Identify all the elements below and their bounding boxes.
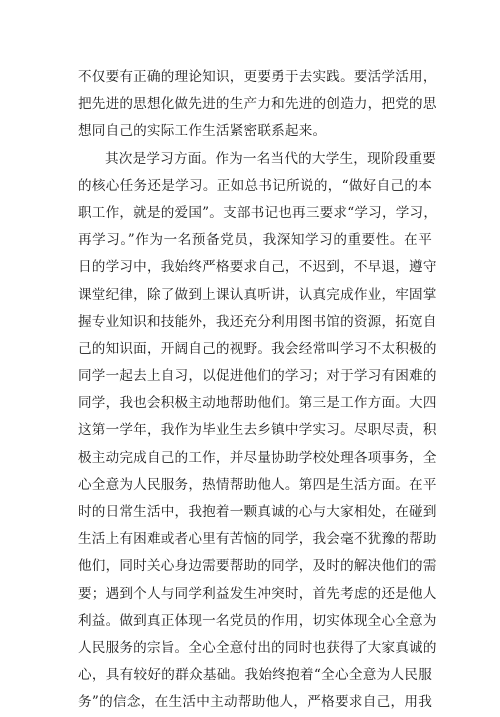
document-line: 心全意为人民服务，热情帮助他人。第四是生活方面。在平 [78,476,437,493]
document-line: 不仅要有正确的理论知识，更要勇于去实践。要活学活用， [78,69,437,85]
document-line: 务”的信念，在生活中主动帮助他人，严格要求自己，用我 [78,694,432,711]
document-body [78,64,438,717]
document-line: 再学习。”作为一名预备党员，我深知学习的重要性。在平 [78,232,432,249]
document-line: 课堂纪律，除了做到上课认真听讲，认真完成作业，牢固掌 [78,286,437,303]
document-line: 日的学习中，我始终严格要求自己，不迟到，不早退，遵守 [78,259,437,276]
document-line: 其次是学习方面。作为一名当代的大学生，现阶段重要 [105,150,437,167]
document-line: 己的知识面，开阔自己的视野。我会经常叫学习不太积极的 [78,340,437,357]
document-line: 把先进的思想化做先进的生产力和先进的创造力，把党的思 [78,96,437,113]
document-line: 同学，我也会积极主动地帮助他们。第三是工作方面。大四 [78,395,437,412]
document-line: 极主动完成自己的工作，并尽量协助学校处理各项事务，全 [78,449,437,466]
document-line: 心，具有较好的群众基础。我始终抱着“全心全意为人民服 [78,667,432,684]
document-line: 利益。做到真正体现一名党员的作用，切实体现全心全意为 [78,612,437,629]
document-line: 他们，同时关心身边需要帮助的同学，及时的解决他们的需 [78,558,437,575]
document-line: 这第一学年，我作为毕业生去乡镇中学实习。尽职尽责，积 [78,422,437,439]
document-line: 想同自己的实际工作生活紧密联系起来。 [78,123,327,140]
document-line: 要；遇到个人与同学利益发生冲突时，首先考虑的还是他人 [78,585,437,602]
document-line: 的核心任务还是学习。正如总书记所说的，“做好自己的本 [78,177,432,194]
document-line: 握专业知识和技能外，我还充分利用图书馆的资源，拓宽自 [78,313,437,330]
document-line: 同学一起去上自习，以促进他们的学习；对于学习有困难的 [78,368,437,385]
document-line: 职工作，就是的爱国”。支部书记也再三要求“学习，学习， [78,204,438,221]
document-line: 人民服务的宗旨。全心全意付出的同时也获得了大家真诚的 [78,639,437,656]
document-line: 生活上有困难或者心里有苦恼的同学，我会毫不犹豫的帮助 [78,531,437,548]
document-line: 时的日常生活中，我抱着一颗真诚的心与大家相处，在碰到 [78,504,437,520]
